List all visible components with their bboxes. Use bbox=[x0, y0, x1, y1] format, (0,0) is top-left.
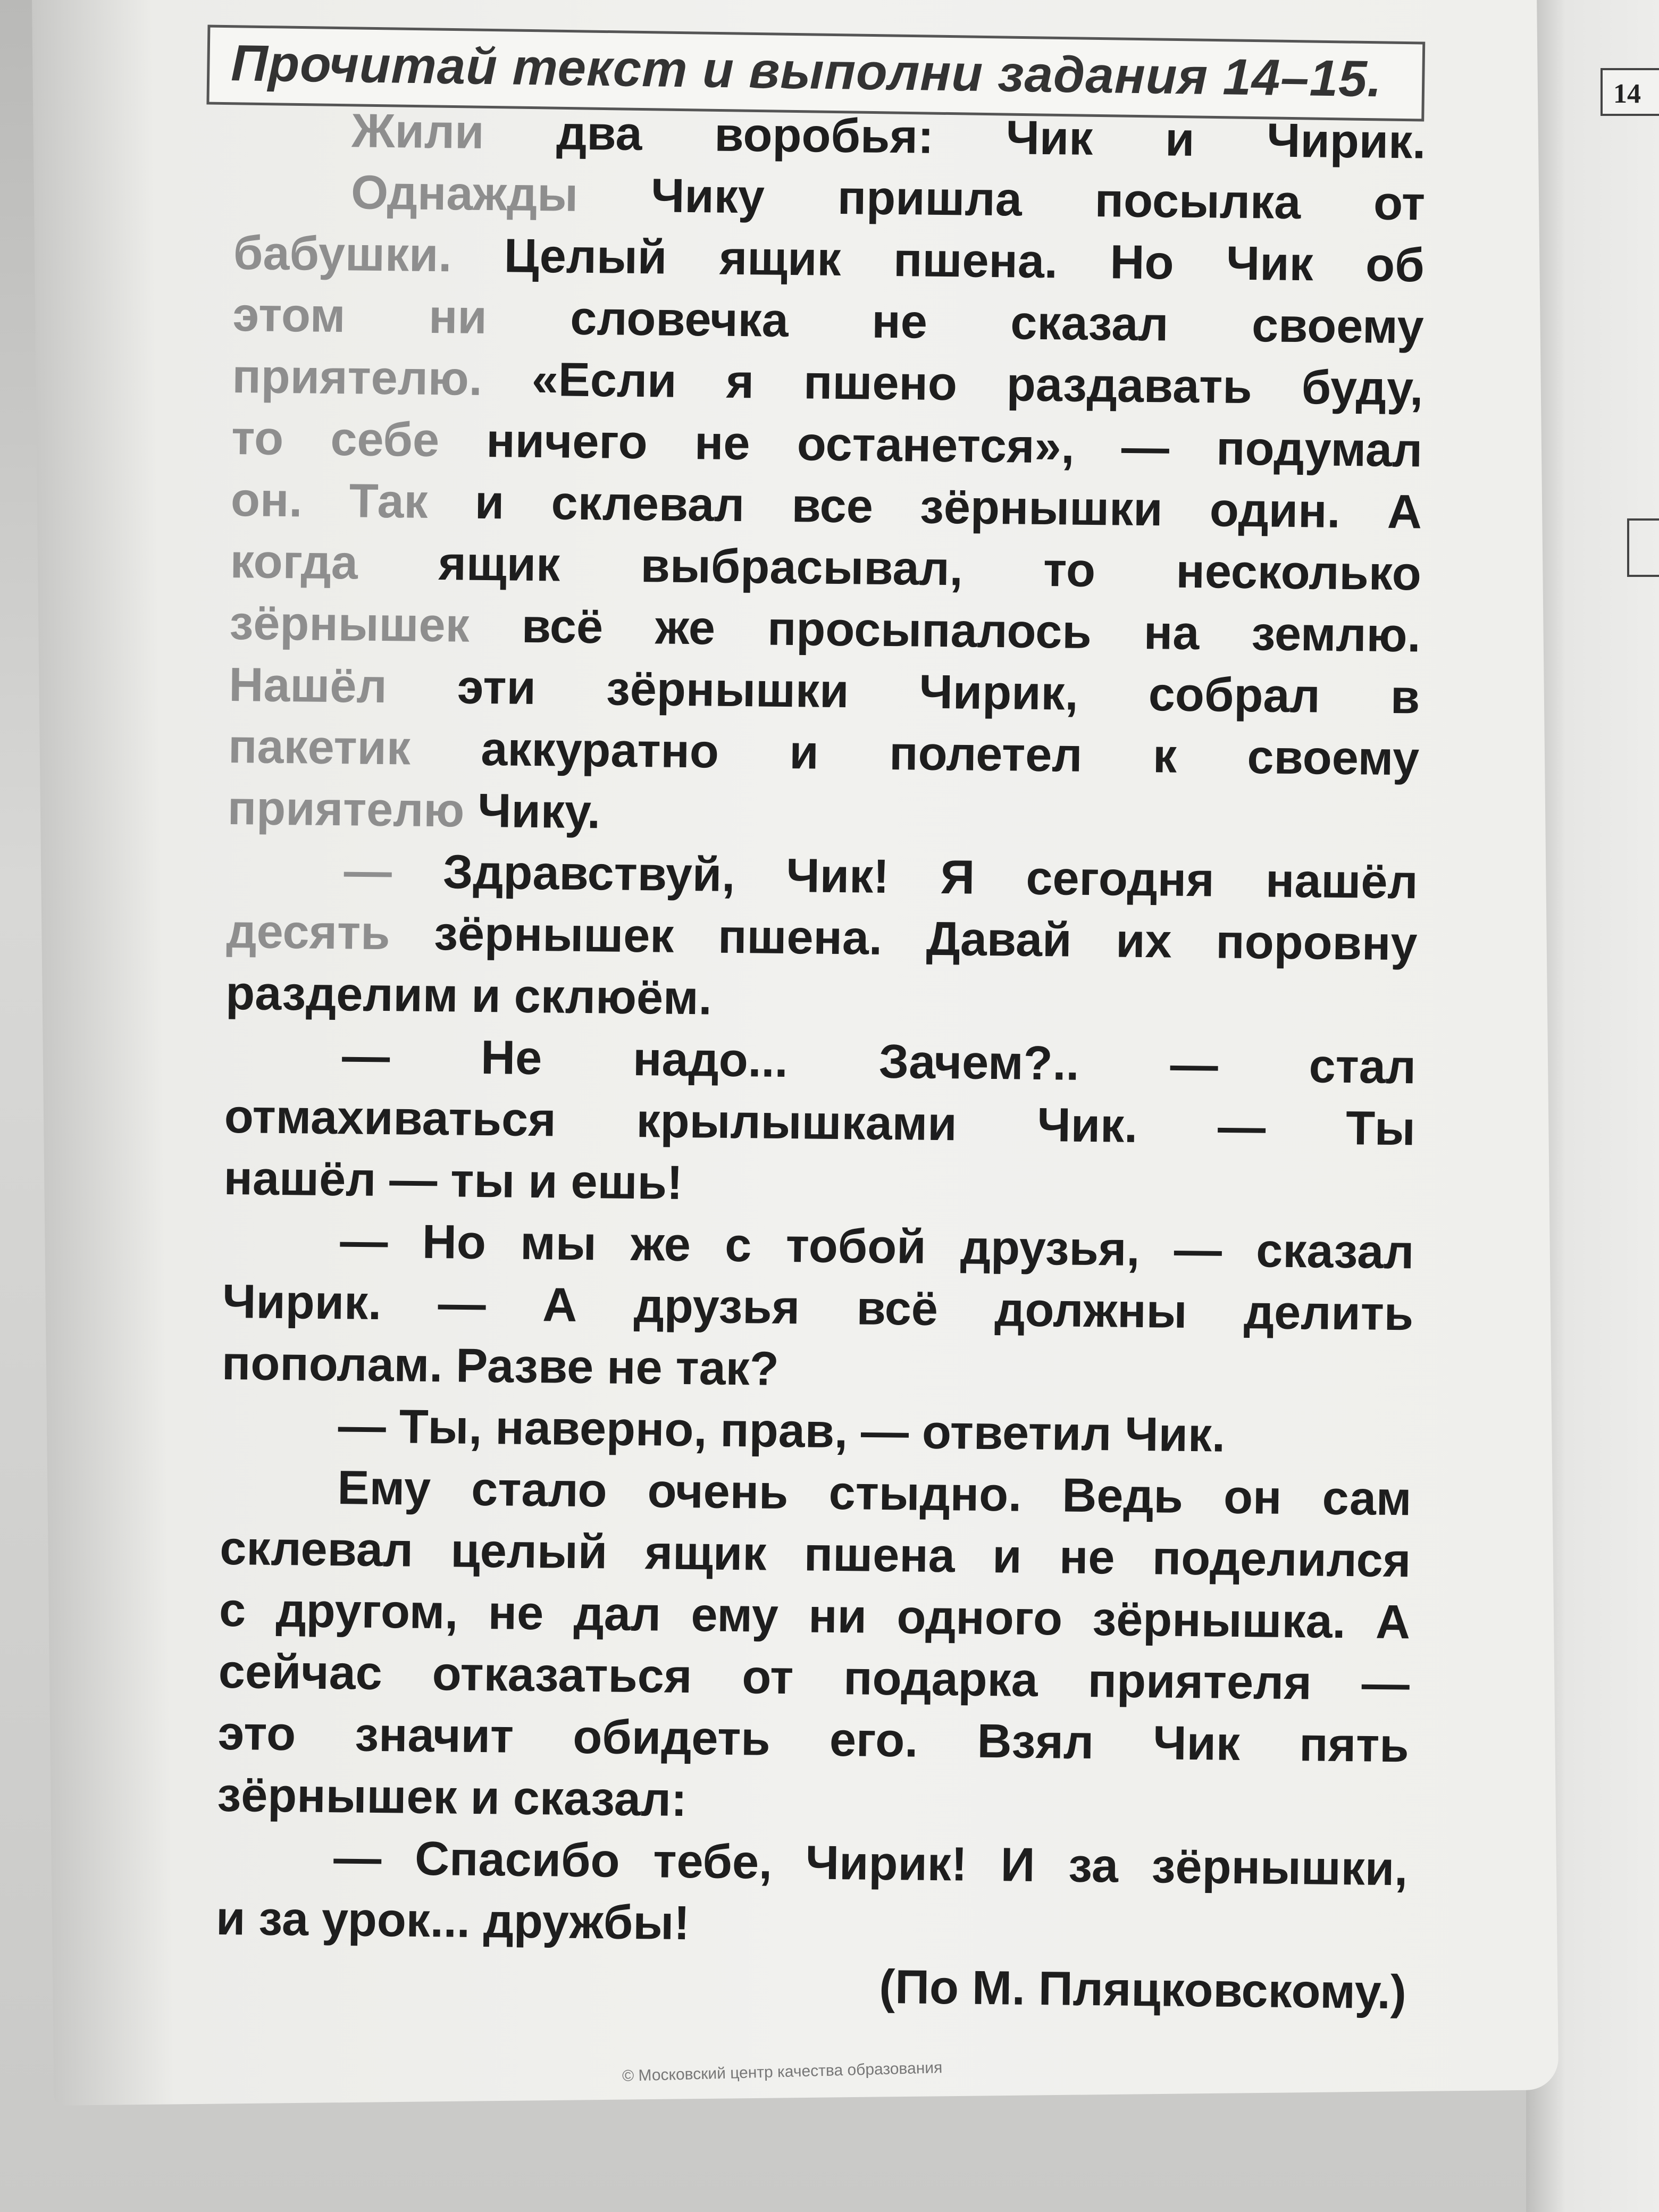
text-line: — Но мы же с тобой друзья, — сказал bbox=[339, 1214, 1414, 1279]
copyright-footer: © Московский центр качества образования bbox=[622, 2059, 943, 2085]
text-line: склевал целый ящик пшена и не поделился bbox=[219, 1521, 1411, 1588]
author-attribution: (По М. Пляцковскому.) bbox=[878, 1960, 1407, 2020]
text-line: отмахиваться крылышками Чик. — Ты bbox=[224, 1090, 1416, 1156]
text-line: пакетик аккуратно и полетел к своему bbox=[228, 719, 1420, 786]
text-line: зёрнышек и сказал: bbox=[217, 1768, 688, 1827]
next-page-answer-box bbox=[1627, 518, 1659, 577]
text-line: Чирик. — А друзья всё должны делить bbox=[222, 1275, 1414, 1341]
text-line: Нашёл эти зёрнышки Чирик, собрал в bbox=[228, 658, 1420, 724]
text-line: приятелю. «Если я пшено раздавать буду, bbox=[231, 349, 1423, 416]
text-line: зёрнышек всё же просыпалось на землю. bbox=[229, 596, 1421, 663]
text-line: Жили два воробья: Чик и Чирик. bbox=[351, 104, 1426, 169]
text-line: — Спасибо тебе, Чирик! И за зёрнышки, bbox=[333, 1831, 1408, 1896]
text-line: это значит обидеть его. Взял Чик пять bbox=[217, 1706, 1410, 1773]
text-line: — Здравствуй, Чик! Я сегодня нашёл bbox=[343, 844, 1419, 909]
text-line: и за урок... дружбы! bbox=[215, 1891, 690, 1950]
text-line: — Ты, наверно, прав, — ответил Чик. bbox=[338, 1400, 1226, 1462]
task-title: Прочитай текст и выполни задания 14–15. bbox=[230, 35, 1382, 108]
text-line: он. Так и склевал все зёрнышки один. А bbox=[230, 473, 1422, 539]
text-line: Однажды Чику пришла посылка от bbox=[350, 166, 1426, 231]
story-text bbox=[215, 99, 1426, 2023]
workbook-page bbox=[32, 0, 1559, 2106]
text-line: этом ни словечка не сказал своему bbox=[232, 288, 1425, 354]
text-line: с другом, не дал ему ни одного зёрнышка. А bbox=[219, 1583, 1411, 1649]
text-line: десять зёрнышек пшена. Давай их поровну bbox=[226, 904, 1418, 971]
text-line: нашёл — ты и ешь! bbox=[223, 1151, 683, 1210]
text-line: разделим и склюём. bbox=[225, 966, 713, 1025]
text-line: бабушки. Целый ящик пшена. Но Чик об bbox=[233, 226, 1425, 292]
text-line: приятелю Чику. bbox=[227, 781, 601, 839]
text-line: то себе ничего не останется», — подумал bbox=[231, 411, 1423, 477]
next-page-number: 14 bbox=[1601, 68, 1659, 116]
text-line: когда ящик выбрасывал, то несколько bbox=[230, 534, 1422, 601]
text-line: пополам. Разве не так? bbox=[221, 1336, 780, 1396]
text-line: сейчас отказаться от подарка приятеля — bbox=[218, 1645, 1410, 1711]
text-line: — Не надо... Зачем?.. — стал bbox=[341, 1029, 1417, 1094]
text-line: Ему стало очень стыдно. Ведь он сам bbox=[337, 1461, 1412, 1526]
